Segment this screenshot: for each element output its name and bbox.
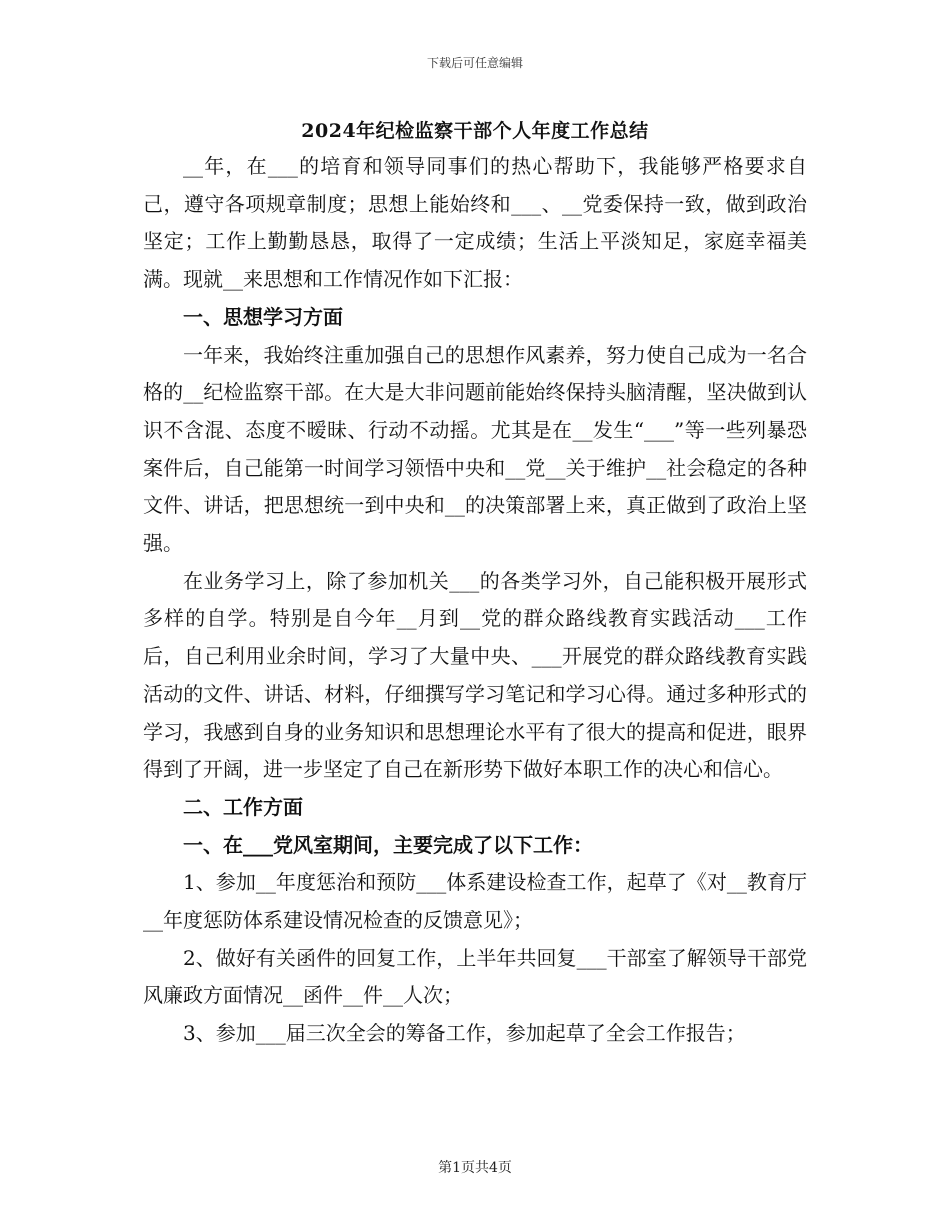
list-item: 1、参加__年度惩治和预防___体系建设检查工作，起草了《对__教育厅__年度惩防体系建设情况检查的反馈意见》； [143,870,807,933]
header-note: 下载后可任意编辑 [426,56,523,70]
document-title: 2024年纪检监察干部个人年度工作总结 [301,120,649,142]
document-body [143,148,807,1053]
section-heading: 二、工作方面 [183,794,303,819]
page-number: 第1页共4页 [438,1160,512,1176]
list-item: 3、参加___届三次全会的筹备工作，参加起草了全会工作报告； [183,1021,746,1046]
list-item: 2、做好有关函件的回复工作，上半年共回复___干部室了解领导干部党风廉政方面情况__函件__件__人次； [143,945,807,1008]
subsection-heading: 一、在___党风室期间，主要完成了以下工作： [183,832,593,857]
section-heading: 一、思想学习方面 [183,304,343,329]
paragraph: 在业务学习上，除了参加机关___的各类学习外，自己能积极开展形式多样的自学。特别是自今年__月到__党的群众路线教育实践活动___工作后，自己利用业余时间，学习了大量中央、___开展党的群众路线教育实践活动的文件、讲话、材料，仔细撰写学习笔记和学习心得。通过多种形式的学习，我感到自身的业务知识和思想理论水平有了很大的提高和促进，眼界得到了开阔，进一步坚定了自己在新形势下做好本职工作的决心和信心。 [143,568,807,782]
paragraph: __年，在___的培育和领导同事们的热心帮助下，我能够严格要求自己，遵守各项规章制度；思想上能始终和___、__党委保持一致，做到政治坚定；工作上勤勤恳恳，取得了一定成绩；生活上平淡知足，家庭幸福美满。现就__来思想和工作情况作如下汇报： [143,154,807,292]
paragraph: 一年来，我始终注重加强自己的思想作风素养，努力使自己成为一名合格的__纪检监察干部。在大是大非问题前能始终保持头脑清醒，坚决做到认识不含混、态度不暧昧、行动不动摇。尤其是在__发生“___”等一些列暴恐案件后，自己能第一时间学习领悟中央和__党__关于维护__社会稳定的各种文件、讲话，把思想统一到中央和__的决策部署上来，真正做到了政治上坚强。 [143,342,807,556]
